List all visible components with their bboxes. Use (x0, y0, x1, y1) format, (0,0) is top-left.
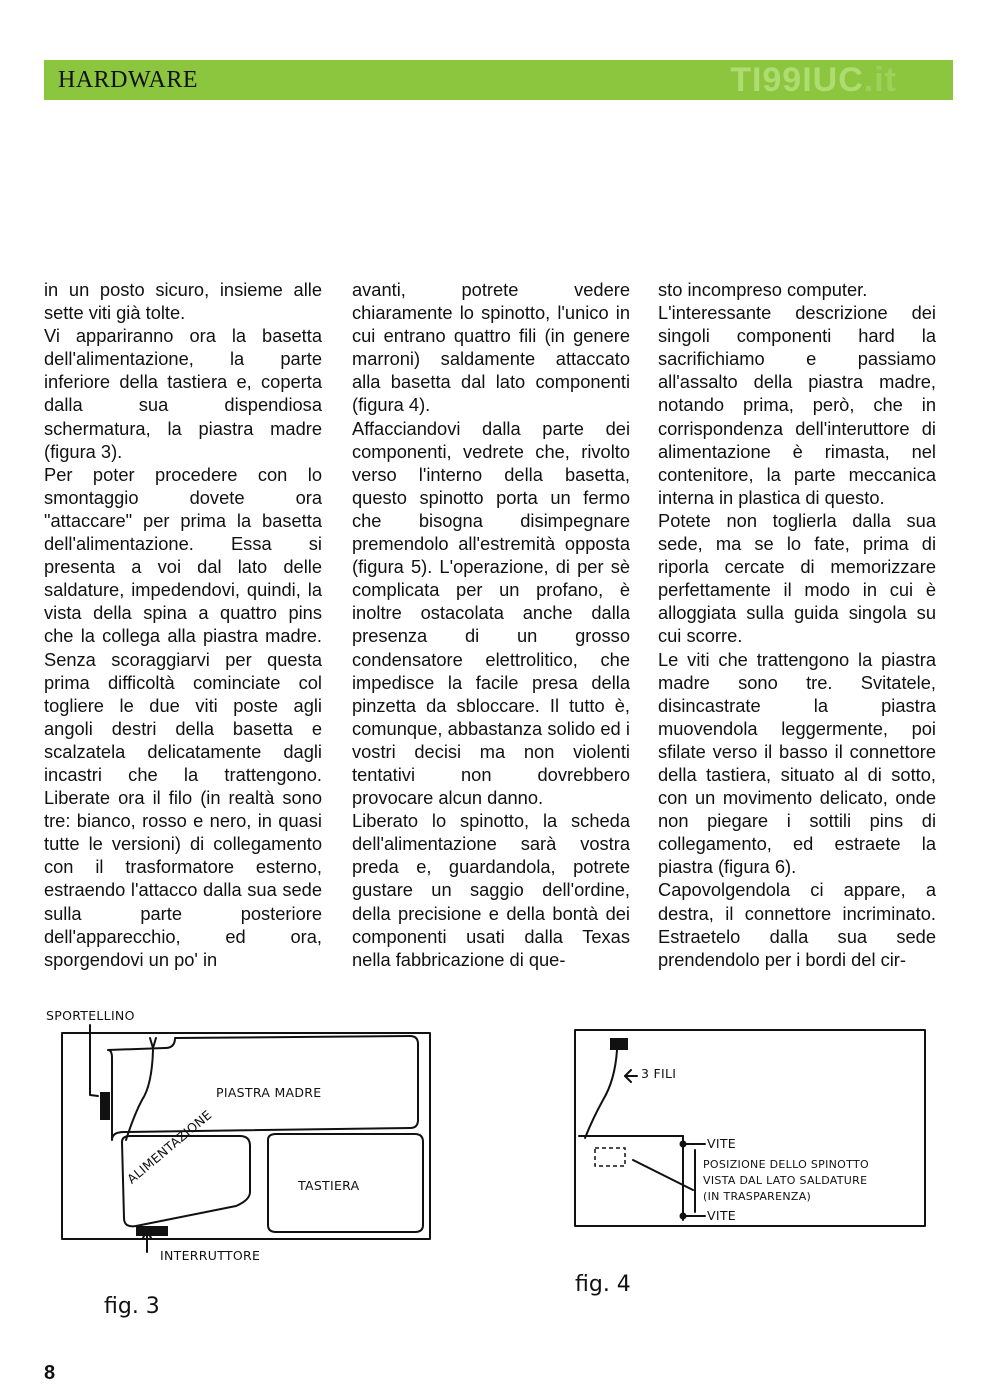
figure-4-caption: fig. 4 (575, 1272, 631, 1297)
article-paragraph: Affacciandovi dalla parte dei componenti, vedrete che, rivolto verso l'interno della basetta, questo spinotto porta un fermo che bisogna disimpegnare premendolo all'estremità opposta (figura 5). L'operazione, di per sè complicata per un profano, è inoltre ostacolata anche dalla presenza di un grosso condensatore elettrolitico, che impedisce la facile presa della pinzetta da sbloccare. Il tutto è, comunque, abbastanza solido ed i vostri decisi ma non violenti tentativi non dovrebbero provocare alcun danno. (352, 417, 630, 809)
site-watermark (730, 62, 897, 98)
switch-block (136, 1226, 168, 1236)
label-vite-top: VITE (707, 1136, 736, 1151)
figure-3-diagram (40, 1000, 440, 1330)
label-interruttore: INTERRUTTORE (160, 1248, 261, 1263)
sportellino-leader (90, 1025, 98, 1096)
note-line-1: POSIZIONE DELLO SPINOTTO (703, 1158, 869, 1171)
article-paragraph: Liberato lo spinotto, la scheda dell'alimentazione sarà vostra preda e, guardandola, potrete gustare un saggio dell'ordine, della precisione e della bontà dei componenti usati dalla Texas nella fabbricazione di que- (352, 810, 630, 970)
wires-path (585, 1050, 617, 1138)
watermark-main: TI99IUC (730, 61, 864, 99)
case-outline (62, 1033, 430, 1239)
label-tastiera: TASTIERA (298, 1178, 360, 1193)
label-alimentazione: ALIMENTAZIONE (124, 1107, 215, 1187)
article-paragraph: L'interessante descrizione dei singoli componenti hard la sacrifichiamo e passiamo all'assalto della piastra madre, notando prima, però, che in corrispondenza dell'interuttore di alimentazione è rimasta, nel contenitore, la parte meccanica interna in plastica di questo. (658, 302, 936, 508)
section-title: HARDWARE (58, 67, 198, 93)
label-vite-bottom: VITE (707, 1208, 736, 1223)
article-paragraph: avanti, potrete vedere chiaramente lo spinotto, l'unico in cui entrano quattro fili (in genere marroni) saldamente attaccato alla basetta dal lato componenti (figura 4). (352, 279, 630, 416)
screw-top (680, 1141, 687, 1148)
figure-3-caption: fig. 3 (104, 1294, 160, 1319)
door-block (100, 1092, 110, 1120)
label-piastra-madre: PIASTRA MADRE (216, 1085, 322, 1100)
connector-block (610, 1038, 628, 1050)
page-number: 8 (44, 1362, 56, 1384)
label-sportellino: SPORTELLINO (46, 1008, 135, 1023)
note-line-2: VISTA DAL LATO SALDATURE (703, 1174, 868, 1187)
article-paragraph: Vi appariranno ora la basetta dell'alimentazione, la parte inferiore della tastiera e, coperta dalla sua dispendiosa schermatura, la piastra madre (figura 3). (44, 325, 322, 462)
figure-4-diagram (555, 1020, 955, 1310)
article-paragraph: Le viti che trattengono la piastra madre sono tre. Svitatele, disincastrate la piastra muovendola leggermente, poi sfilate verso il basso il connettore della tastiera, situato al di sotto, con un movimento delicato, onde non piegare i sottili pins di collegamento, ed estraete la piastra (figura 6). (658, 648, 936, 878)
article-paragraph: in un posto sicuro, insieme alle sette viti già tolte. (44, 279, 322, 324)
screw-bottom (680, 1213, 687, 1220)
power-board-outline (122, 1136, 250, 1226)
article-paragraph: sto incompreso computer. (658, 279, 868, 300)
article-paragraph: Capovolgendola ci appare, a destra, il connettore incriminato. Estraetelo dalla sua sede prendendolo per i bordi del cir- (658, 879, 936, 970)
article-paragraph: Per poter procedere con lo smontaggio dovete ora "attaccare" per prima la basetta dell'alimentazione. Essa si presenta a voi dal lato delle saldature, impedendovi, quindi, la vista della spina a quattro pins che la collega alla piastra madre. Senza scoraggiarvi per questa prima difficoltà cominciate col togliere le due viti poste agli angoli destri della basetta e scalzatela delicatamente dagli incastri che la trattengono. Liberate ora il filo (in realtà sono tre: bianco, rosso e nero, in quasi tutte le versioni) di collegamento con il trasformatore esterno, estraendo l'attacco dalla sua sede sulla parte posteriore dell'apparecchio, ed ora, sporgendovi un po' in (44, 463, 322, 970)
article-column-1 (44, 278, 322, 971)
figure-3-drawing (40, 1000, 440, 1330)
article-column-3 (658, 278, 936, 971)
article-column-2 (352, 278, 630, 971)
section-header-bar (44, 60, 953, 100)
article-paragraph: Potete non toglierla dalla sua sede, ma se lo fate, prima di riporla cercate di memorizzare perfettamente il modo in cui è alloggiata sulla guida singola su cui scorre. (658, 509, 936, 647)
wire-plug (150, 1038, 156, 1048)
spinotto-position (595, 1148, 625, 1166)
note-line-3: (IN TRASPARENZA) (703, 1190, 812, 1203)
wire-path (126, 1050, 153, 1140)
watermark-suffix: .it (863, 61, 897, 99)
label-3-fili: 3 FILI (641, 1066, 677, 1081)
